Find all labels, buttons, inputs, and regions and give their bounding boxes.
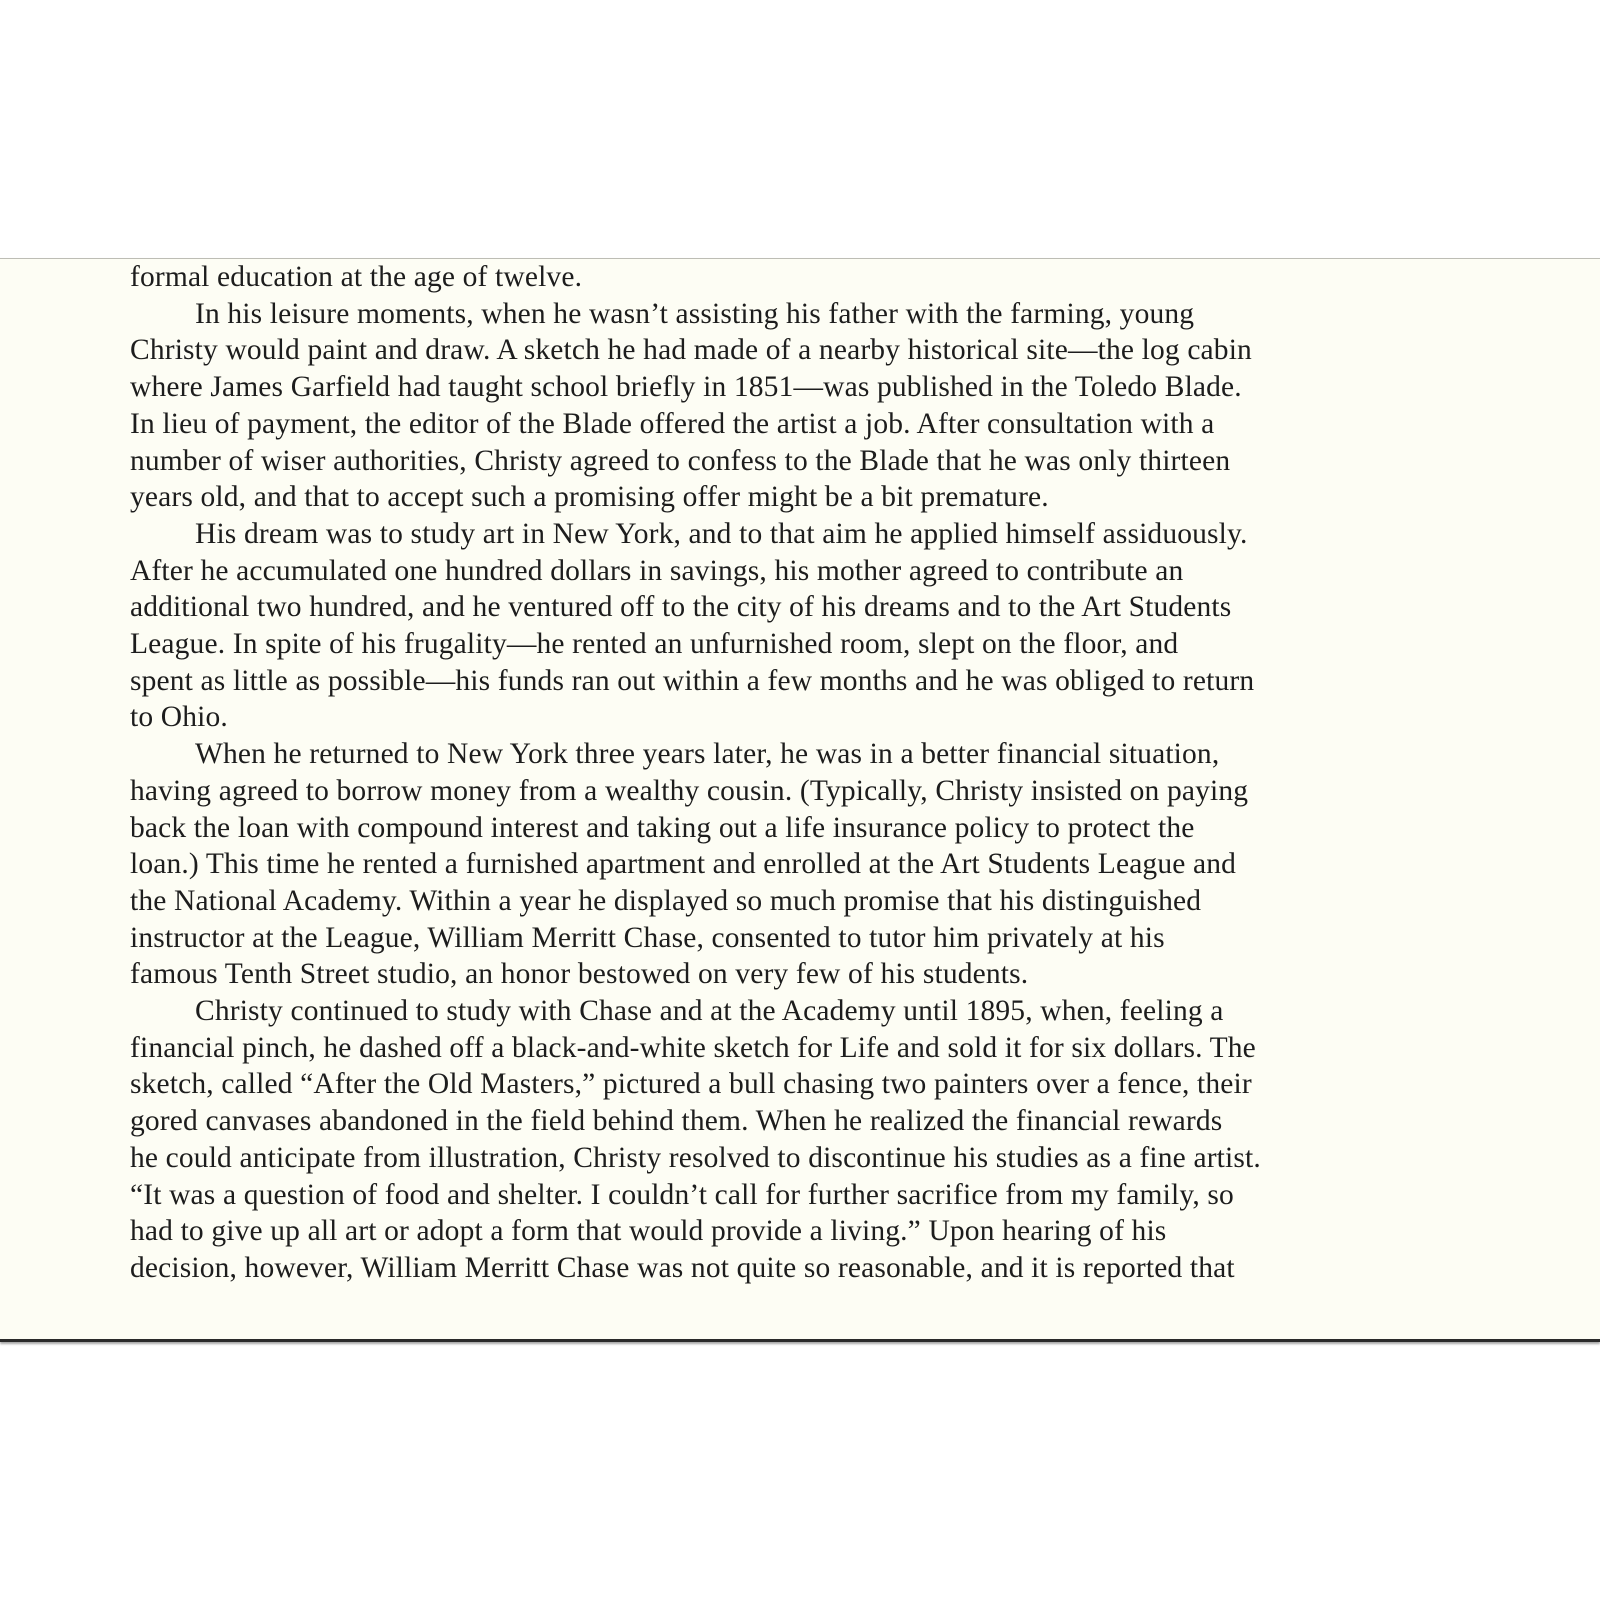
- text-line: gored canvases abandoned in the field behind them. When he realized the financial rewards: [130, 1105, 1223, 1138]
- text-line: years old, and that to accept such a promising offer might be a bit premature.: [130, 481, 1049, 514]
- text-line: League. In spite of his frugality—he rented an unfurnished room, slept on the floor, and: [130, 628, 1179, 661]
- text-line: In his leisure moments, when he wasn’t assisting his father with the farming, young: [195, 297, 1195, 330]
- text-line: In lieu of payment, the editor of the Blade offered the artist a job. After consultation with a: [130, 407, 1215, 440]
- text-line: Christy would paint and draw. A sketch he had made of a nearby historical site—the log cabin: [130, 334, 1252, 367]
- text-line: financial pinch, he dashed off a black-and-white sketch for Life and sold it for six dollars. The: [130, 1031, 1256, 1064]
- body-text: [130, 259, 1505, 1287]
- text-line: “It was a question of food and shelter. I couldn’t call for further sacrifice from my family, so: [130, 1178, 1234, 1211]
- text-line: additional two hundred, and he ventured off to the city of his dreams and to the Art Students: [130, 591, 1232, 624]
- text-line: Christy continued to study with Chase and at the Academy until 1895, when, feeling a: [195, 995, 1224, 1028]
- text-line: formal education at the age of twelve.: [130, 261, 583, 293]
- text-line: the National Academy. Within a year he displayed so much promise that his distinguished: [130, 884, 1202, 917]
- text-line: where James Garfield had taught school briefly in 1851—was published in the Toledo Blade.: [130, 371, 1242, 404]
- text-line: When he returned to New York three years later, he was in a better financial situation,: [195, 738, 1220, 771]
- text-line: number of wiser authorities, Christy agreed to confess to the Blade that he was only thirteen: [130, 444, 1231, 477]
- text-line: loan.) This time he rented a furnished apartment and enrolled at the Art Students League and: [130, 848, 1237, 881]
- text-line: His dream was to study art in New York, and to that aim he applied himself assiduously.: [195, 517, 1248, 550]
- text-line: sketch, called “After the Old Masters,” pictured a bull chasing two painters over a fence, their: [130, 1068, 1252, 1101]
- text-line: spent as little as possible—his funds ran out within a few months and he was obliged to return: [130, 664, 1255, 697]
- text-line: famous Tenth Street studio, an honor bestowed on very few of his students.: [130, 958, 1029, 991]
- text-line: back the loan with compound interest and taking out a life insurance policy to protect the: [130, 811, 1195, 844]
- text-line: having agreed to borrow money from a wealthy cousin. (Typically, Christy insisted on paying: [130, 774, 1249, 807]
- document-page: [0, 258, 1600, 1342]
- text-line: After he accumulated one hundred dollars in savings, his mother agreed to contribute an: [130, 554, 1184, 587]
- text-line: decision, however, William Merritt Chase was not quite so reasonable, and it is reported that: [130, 1251, 1235, 1284]
- text-line: had to give up all art or adopt a form that would provide a living.” Upon hearing of his: [130, 1215, 1167, 1248]
- text-line: he could anticipate from illustration, Christy resolved to discontinue his studies as a fine artist.: [130, 1141, 1261, 1174]
- text-line: instructor at the League, William Merritt Chase, consented to tutor him privately at his: [130, 921, 1165, 954]
- text-line: to Ohio.: [130, 701, 228, 734]
